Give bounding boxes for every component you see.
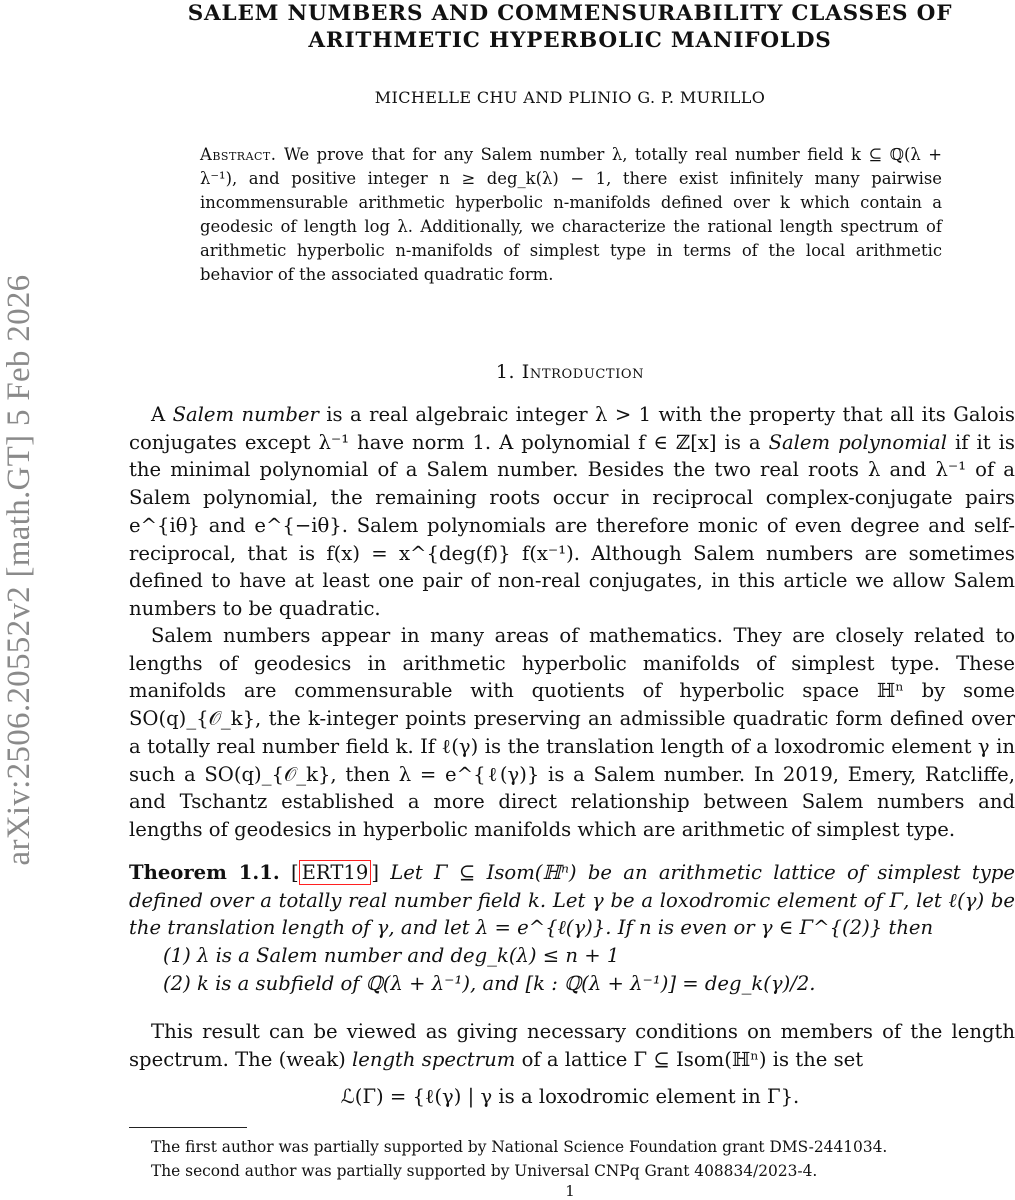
footnote-rule [129,1127,247,1128]
title-line-1: SALEM NUMBERS AND COMMENSURABILITY CLASSES OF [187,1,953,26]
p1-text-b: is a real algebraic integer λ > 1 with the property that all its Galois conjugates except λ⁻¹ have norm 1. A polynomial f ∈ ℤ[x] is a [129,403,1015,454]
p1-text-a: A [151,403,173,426]
theorem-heading: Theorem 1.1. [129,861,280,884]
term-salem-number: Salem number [172,403,319,426]
intro-paragraph-2 [129,622,1015,844]
title-line-2: ARITHMETIC HYPERBOLIC MANIFOLDS [308,28,832,53]
p2-text: Salem numbers appear in many areas of mathematics. They are closely related to lengths of geodesics in arithmetic hyperbolic manifolds of simplest type. These manifolds are commensurable with quotients of hyperbolic space ℍⁿ by some SO(q)_{𝒪_k}, the k-integer points preserving an admissible quadratic form defined over a totally real number field k. If ℓ(γ) is the translation length of a loxodromic element γ in such a SO(q)_{𝒪_k}, then λ = e^{ℓ(γ)} is a Salem number. In 2019, Emery, Ratcliffe, and Tschantz established a more direct relationship between Salem numbers and lengths of geodesics in hyperbolic manifolds which are arithmetic of simplest type. [129,624,1015,841]
p3-text-b: of a lattice Γ ⊆ Isom(ℍⁿ) is the set [515,1047,864,1071]
page-number: 1 [565,1182,575,1200]
section-heading [120,361,1015,383]
authors: MICHELLE CHU AND PLINIO G. P. MURILLO [374,88,766,107]
display-equation: ℒ(Γ) = {ℓ(γ) | γ is a loxodromic element in Γ}. [340,1085,800,1108]
abstract-label: Abstract. [200,145,277,164]
footnote-1: The first author was partially supported by National Science Foundation grant DMS-2441034. [151,1138,888,1156]
arxiv-stamp-text: arXiv:2506.20552v2 [math.GT] 5 Feb 2026 [1,274,37,866]
arxiv-stamp [2,195,36,945]
section-title: Introduction [521,361,645,383]
abstract [200,143,942,287]
footnotes [129,1135,1015,1183]
abstract-text: We prove that for any Salem number λ, totally real number field k ⊆ ℚ(λ + λ⁻¹), and positive integer n ≥ deg_k(λ) − 1, there exist infinitely many pairwise incommensurable arithmetic hyperbolic n-manifolds defined over k which contain a geodesic of length log λ. Additionally, we characterize the rational length spectrum of arithmetic hyperbolic n-manifolds of simplest type in terms of the local arithmetic behavior of the associated quadratic form. [200,145,942,284]
p3-text-a: This result can be viewed as giving necessary conditions on members of the length spectrum. The (weak) [129,1020,1015,1071]
citation-link[interactable]: ERT19 [299,860,372,885]
p1-text-c: if it is the minimal polynomial of a Salem number. Besides the two real roots λ and λ⁻¹ of a Salem polynomial, the remaining roots occur in reciprocal complex-conjugate pairs e^{iθ} and e^{−iθ}. Salem polynomials are therefore monic of even degree and self-reciprocal, that is f(x) = x^{deg(f)} f(x⁻¹). Although Salem numbers are sometimes defined to have at least one pair of non-real conjugates, in this article we allow Salem numbers to be quadratic. [129,430,1015,620]
term-length-spectrum: length spectrum [352,1047,516,1071]
paper-title [120,0,1015,54]
theorem-item-1: (1) λ is a Salem number and deg_k(λ) ≤ n + 1 [163,944,620,968]
theorem-1-1: Theorem 1.1. [ ERT19 ] Let Γ ⊆ Isom(ℍⁿ) be an arithmetic lattice of simplest type defined over a totally real number field k. Let γ be a loxodromic element of Γ, let ℓ(γ) be the translation length of γ, and let λ = e^{ℓ(γ)}. If n is even or γ ∈ Γ^{(2)} then (1) λ is a Salem number and deg_k(λ) ≤ n + 1 (2) k is a subfield of ℚ(λ + λ⁻¹), and [k : ℚ(λ + λ⁻¹)] = deg_k(γ)/2. [129,859,1015,998]
section-number: 1. [495,361,516,383]
theorem-statement: Let Γ ⊆ Isom(ℍⁿ) be an arithmetic lattice of simplest type defined over a totally real number field k. Let γ be a loxodromic element of Γ, let ℓ(γ) be the translation length of γ, and let λ = e^{ℓ(γ)}. If n is even or γ ∈ Γ^{(2)} then [129,861,1015,940]
intro-paragraph-1 [129,401,1015,623]
term-salem-polynomial: Salem polynomial [768,430,947,454]
theorem-item-2: (2) k is a subfield of ℚ(λ + λ⁻¹), and [k : ℚ(λ + λ⁻¹)] = deg_k(γ)/2. [163,971,816,995]
paragraph-after-theorem [129,1018,1015,1073]
footnote-2: The second author was partially supported by Universal CNPq Grant 408834/2023-4. [151,1162,818,1180]
